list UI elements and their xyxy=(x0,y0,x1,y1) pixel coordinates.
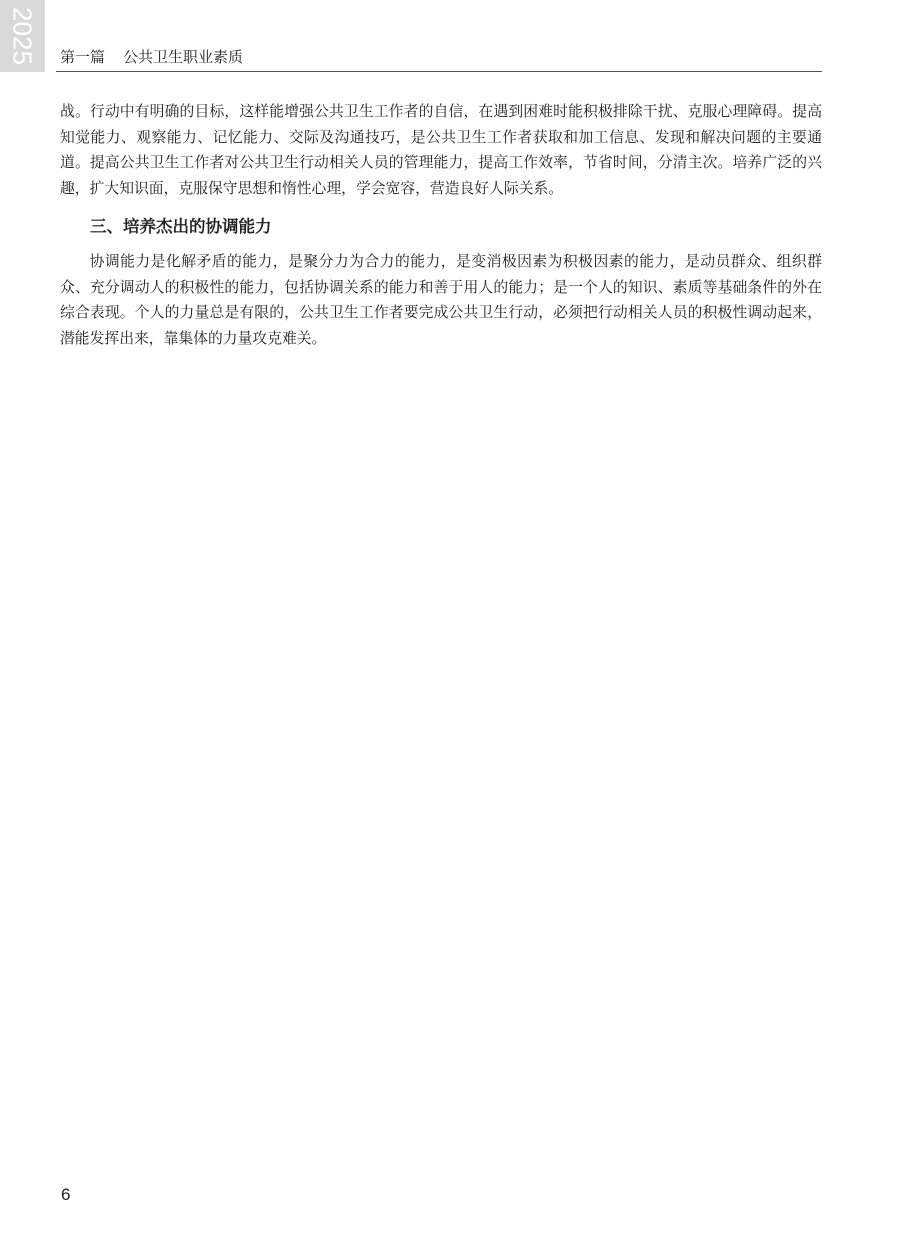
running-header xyxy=(60,46,243,67)
coordination-paragraph: 协调能力是化解矛盾的能力，是聚分力为合力的能力，是变消极因素为积极因素的能力，是动员群众、组织群众、充分调动人的积极性的能力，包括协调关系的能力和善于用人的能力；是一个人的知识、素质等基础条件的外在综合表现。个人的力量总是有限的，公共卫生工作者要完成公共卫生行动，必须把行动相关人员的积极性调动起来，潜能发挥出来，靠集体的力量攻克难关。 xyxy=(60,253,822,347)
year-tab-label: 2025 xyxy=(7,7,38,65)
header-title: 公共卫生职业素质 xyxy=(123,48,244,66)
year-tab xyxy=(0,0,45,72)
header-divider xyxy=(56,71,822,72)
header-part: 第一篇 xyxy=(60,48,106,66)
continued-paragraph: 战。行动中有明确的目标，这样能增强公共卫生工作者的自信，在遇到困难时能积极排除干扰、克服心理障碍。提高知觉能力、观察能力、记忆能力、交际及沟通技巧，是公共卫生工作者获取和加工信息、发现和解决问题的主要通道。提高公共卫生工作者对公共卫生行动相关人员的管理能力，提高工作效率，节省时间，分清主次。培养广泛的兴趣，扩大知识面，克服保守思想和惰性心理，学会宽容，营造良好人际关系。 xyxy=(60,103,822,197)
page-number: 6 xyxy=(61,1185,71,1204)
page-body xyxy=(60,99,822,351)
section-heading: 三、培养杰出的协调能力 xyxy=(90,217,272,236)
